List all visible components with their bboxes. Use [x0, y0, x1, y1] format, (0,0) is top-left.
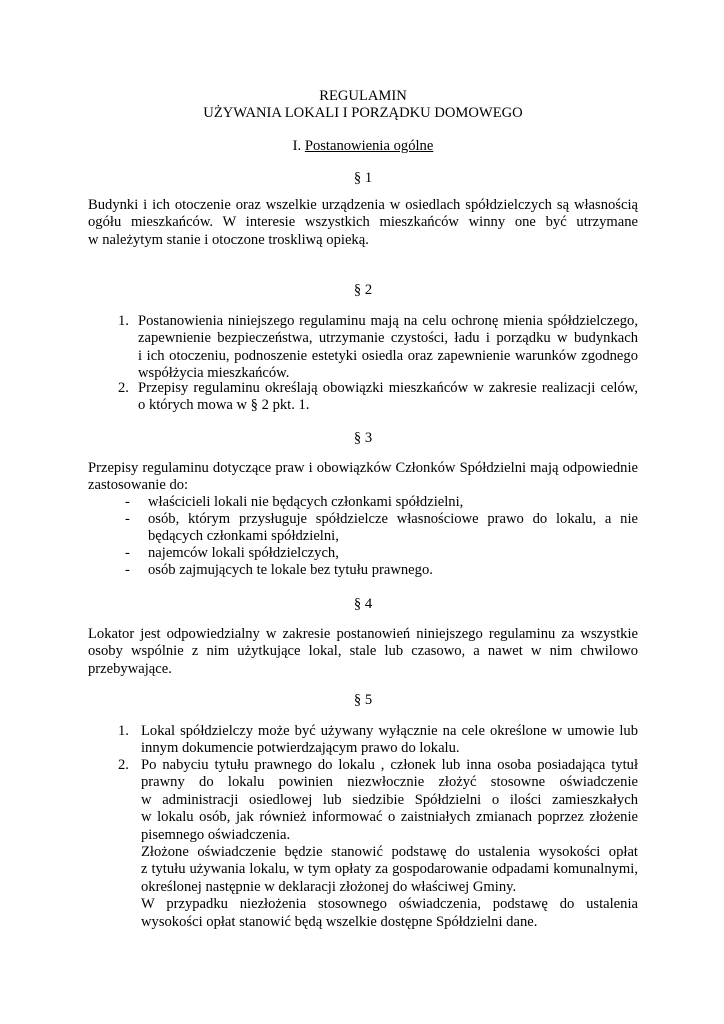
text-line: właścicieli lokali nie będących członkami spółdzielni, [148, 494, 464, 510]
text-line: określonej następnie w deklaracji złożonej do właściwej Gminy. [141, 878, 517, 895]
text-line: zastosowanie do: [88, 477, 189, 494]
list-item [141, 723, 638, 758]
text-line: i ich otoczeniu, podnoszenie estetyki osiedla oraz zapewnienie warunków zgodnego [138, 347, 638, 364]
text-line: w należytym stanie i otoczone troskliwą opieką. [88, 231, 369, 248]
text-line: Lokator jest odpowiedzialny w zakresie postanowień niniejszego regulaminu za wszystkie [88, 626, 638, 642]
text-line: pisemnego oświadczenia. [141, 826, 291, 843]
text-line: w administracji osiedlowej lub siedzibie Spółdzielni o ilości zamieszkałych [141, 791, 638, 808]
text-line: osoby wspólnie z nim użytkujące lokal, stale lub czasowo, a nawet w nim chwilowo [88, 643, 638, 660]
text-line: wysokości opłat stanowić będą wszelkie dostępne Spółdzielni dane. [141, 913, 538, 930]
text-line: najemców lokali spółdzielczych, [148, 545, 339, 561]
text-line: z tytułu używania lokalu, w tym opłaty za gospodarowanie odpadami komunalnymi, [141, 861, 638, 878]
list-number: 1. [118, 313, 129, 329]
paragraph-1-text [88, 197, 638, 249]
title-line-1: REGULAMIN [319, 88, 407, 104]
list-bullet: - [125, 494, 130, 510]
list-item [141, 757, 638, 931]
text-line: Po nabyciu tytułu prawnego do lokalu , członek lub inna osoba posiadająca tytuł [141, 757, 638, 773]
list-number: 2. [118, 757, 129, 773]
section-title: Postanowienia ogólne [304, 138, 434, 154]
text-line: zapewnienie bezpieczeństwa, utrzymanie czystości, ładu i porządku w budynkach [138, 330, 638, 347]
text-line: Przepisy regulaminu dotyczące praw i obowiązków Członków Spółdzielni mają odpowiednie [88, 460, 638, 476]
text-line: współżycia mieszkańców. [138, 365, 290, 382]
text-line: w lokalu osób, jak również informować o zaistniałych zmianach poprzez złożenie [141, 809, 638, 826]
text-line: Złożone oświadczenie będzie stanowić podstawę do ustalenia wysokości opłat [141, 844, 638, 861]
text-line: ogółu mieszkańców. W interesie wszystkich mieszkańców winny one być utrzymane [88, 214, 638, 231]
list-bullet: - [125, 511, 130, 527]
text-line: osób zajmujących te lokale bez tytułu prawnego. [148, 562, 433, 578]
list-item [148, 494, 638, 511]
paragraph-4-text [88, 626, 638, 678]
paragraph-mark-3: § 3 [353, 430, 373, 446]
text-line: innym dokumencie potwierdzającym prawo do lokalu. [141, 740, 460, 757]
text-line: prawny do lokalu powinien niezwłocznie złożyć stosowne oświadczenie [141, 774, 638, 791]
text-line: Lokal spółdzielczy może być używany wyłącznie na cele określone w umowie lub [141, 723, 638, 739]
section-heading [88, 138, 638, 155]
text-line: o których mowa w § 2 pkt. 1. [138, 397, 310, 414]
list-item [138, 313, 638, 383]
list-item [148, 511, 638, 546]
list-number: 1. [118, 723, 129, 739]
text-line: Przepisy regulaminu określają obowiązki mieszkańców w zakresie realizacji celów, [138, 380, 638, 396]
text-line: Postanowienia niniejszego regulaminu mają na celu ochronę mienia spółdzielczego, [138, 313, 638, 329]
text-line: osób, którym przysługuje spółdzielcze własnościowe prawo do lokalu, a nie [148, 511, 638, 527]
paragraph-mark-4: § 4 [353, 596, 373, 612]
list-number: 2. [118, 380, 129, 396]
list-item [148, 545, 638, 562]
paragraph-mark-1: § 1 [353, 170, 373, 186]
text-line: będących członkami spółdzielni, [148, 528, 339, 545]
title-line-2: UŻYWANIA LOKALI I PORZĄDKU DOMOWEGO [203, 105, 523, 121]
list-item [138, 380, 638, 415]
list-item [148, 562, 638, 579]
paragraph-mark-5: § 5 [353, 692, 373, 708]
list-bullet: - [125, 545, 130, 561]
text-line: W przypadku niezłożenia stosownego oświadczenia, podstawę do ustalenia [141, 896, 638, 913]
list-bullet: - [125, 562, 130, 578]
text-line: Budynki i ich otoczenie oraz wszelkie urządzenia w osiedlach spółdzielczych są własnością [88, 197, 638, 213]
paragraph-3-intro [88, 460, 638, 495]
text-line: przebywające. [88, 660, 172, 677]
paragraph-mark-2: § 2 [353, 282, 373, 298]
section-number: I. [292, 138, 302, 154]
